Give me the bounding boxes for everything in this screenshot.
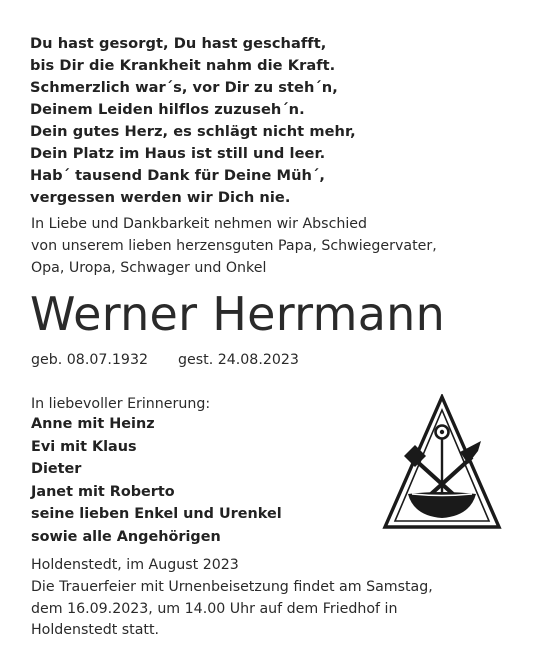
poem-line: vergessen werden wir Dich nie. <box>30 189 291 206</box>
poem-line: Hab´ tausend Dank für Deine Müh´, <box>30 167 325 184</box>
mourner-entry: seine lieben Enkel und Urenkel <box>31 506 282 522</box>
mourners-list <box>31 413 282 548</box>
deceased-name: Werner Herrmann <box>30 287 446 341</box>
poem-line: bis Dir die Krankheit nahm die Kraft. <box>30 57 336 74</box>
poem-line: Deinem Leiden hilflos zuzuseh´n. <box>30 101 305 118</box>
farewell-intro <box>31 213 437 279</box>
mourner-entry: Janet mit Roberto <box>31 483 175 500</box>
memorial-poem <box>30 33 356 209</box>
place-and-date: Holdenstedt, im August 2023 <box>31 557 239 573</box>
intro-line: Opa, Uropa, Schwager und Onkel <box>31 260 267 276</box>
mourner-entry: Dieter <box>31 461 82 477</box>
ceremony-line: dem 16.09.2023, um 14.00 Uhr auf dem Friedhof in <box>31 600 398 617</box>
miners-hammer-and-pick-triangle-icon <box>382 394 502 532</box>
life-dates <box>31 350 299 370</box>
ceremony-line: Die Trauerfeier mit Urnenbeisetzung findet am Samstag, <box>31 579 433 595</box>
funeral-details <box>31 577 433 642</box>
intro-line: In Liebe und Dankbarkeit nehmen wir Abschied <box>31 216 368 232</box>
poem-line: Du hast gesorgt, Du hast geschafft, <box>30 35 327 52</box>
mourner-entry: Evi mit Klaus <box>31 438 137 455</box>
memory-label: In liebevoller Erinnerung: <box>31 396 211 412</box>
poem-line: Schmerzlich war´s, vor Dir zu steh´n, <box>30 79 338 96</box>
birth-date: geb. 08.07.1932 <box>31 352 148 368</box>
intro-line: von unserem lieben herzensguten Papa, Schwiegervater, <box>31 238 437 254</box>
mourner-entry: sowie alle Angehörigen <box>31 528 221 545</box>
death-date: gest. 24.08.2023 <box>178 352 299 368</box>
mourner-entry: Anne mit Heinz <box>31 416 155 432</box>
ceremony-line: Holdenstedt statt. <box>31 622 160 638</box>
poem-line: Dein gutes Herz, es schlägt nicht mehr, <box>30 123 356 140</box>
poem-line: Dein Platz im Haus ist still und leer. <box>30 145 326 162</box>
